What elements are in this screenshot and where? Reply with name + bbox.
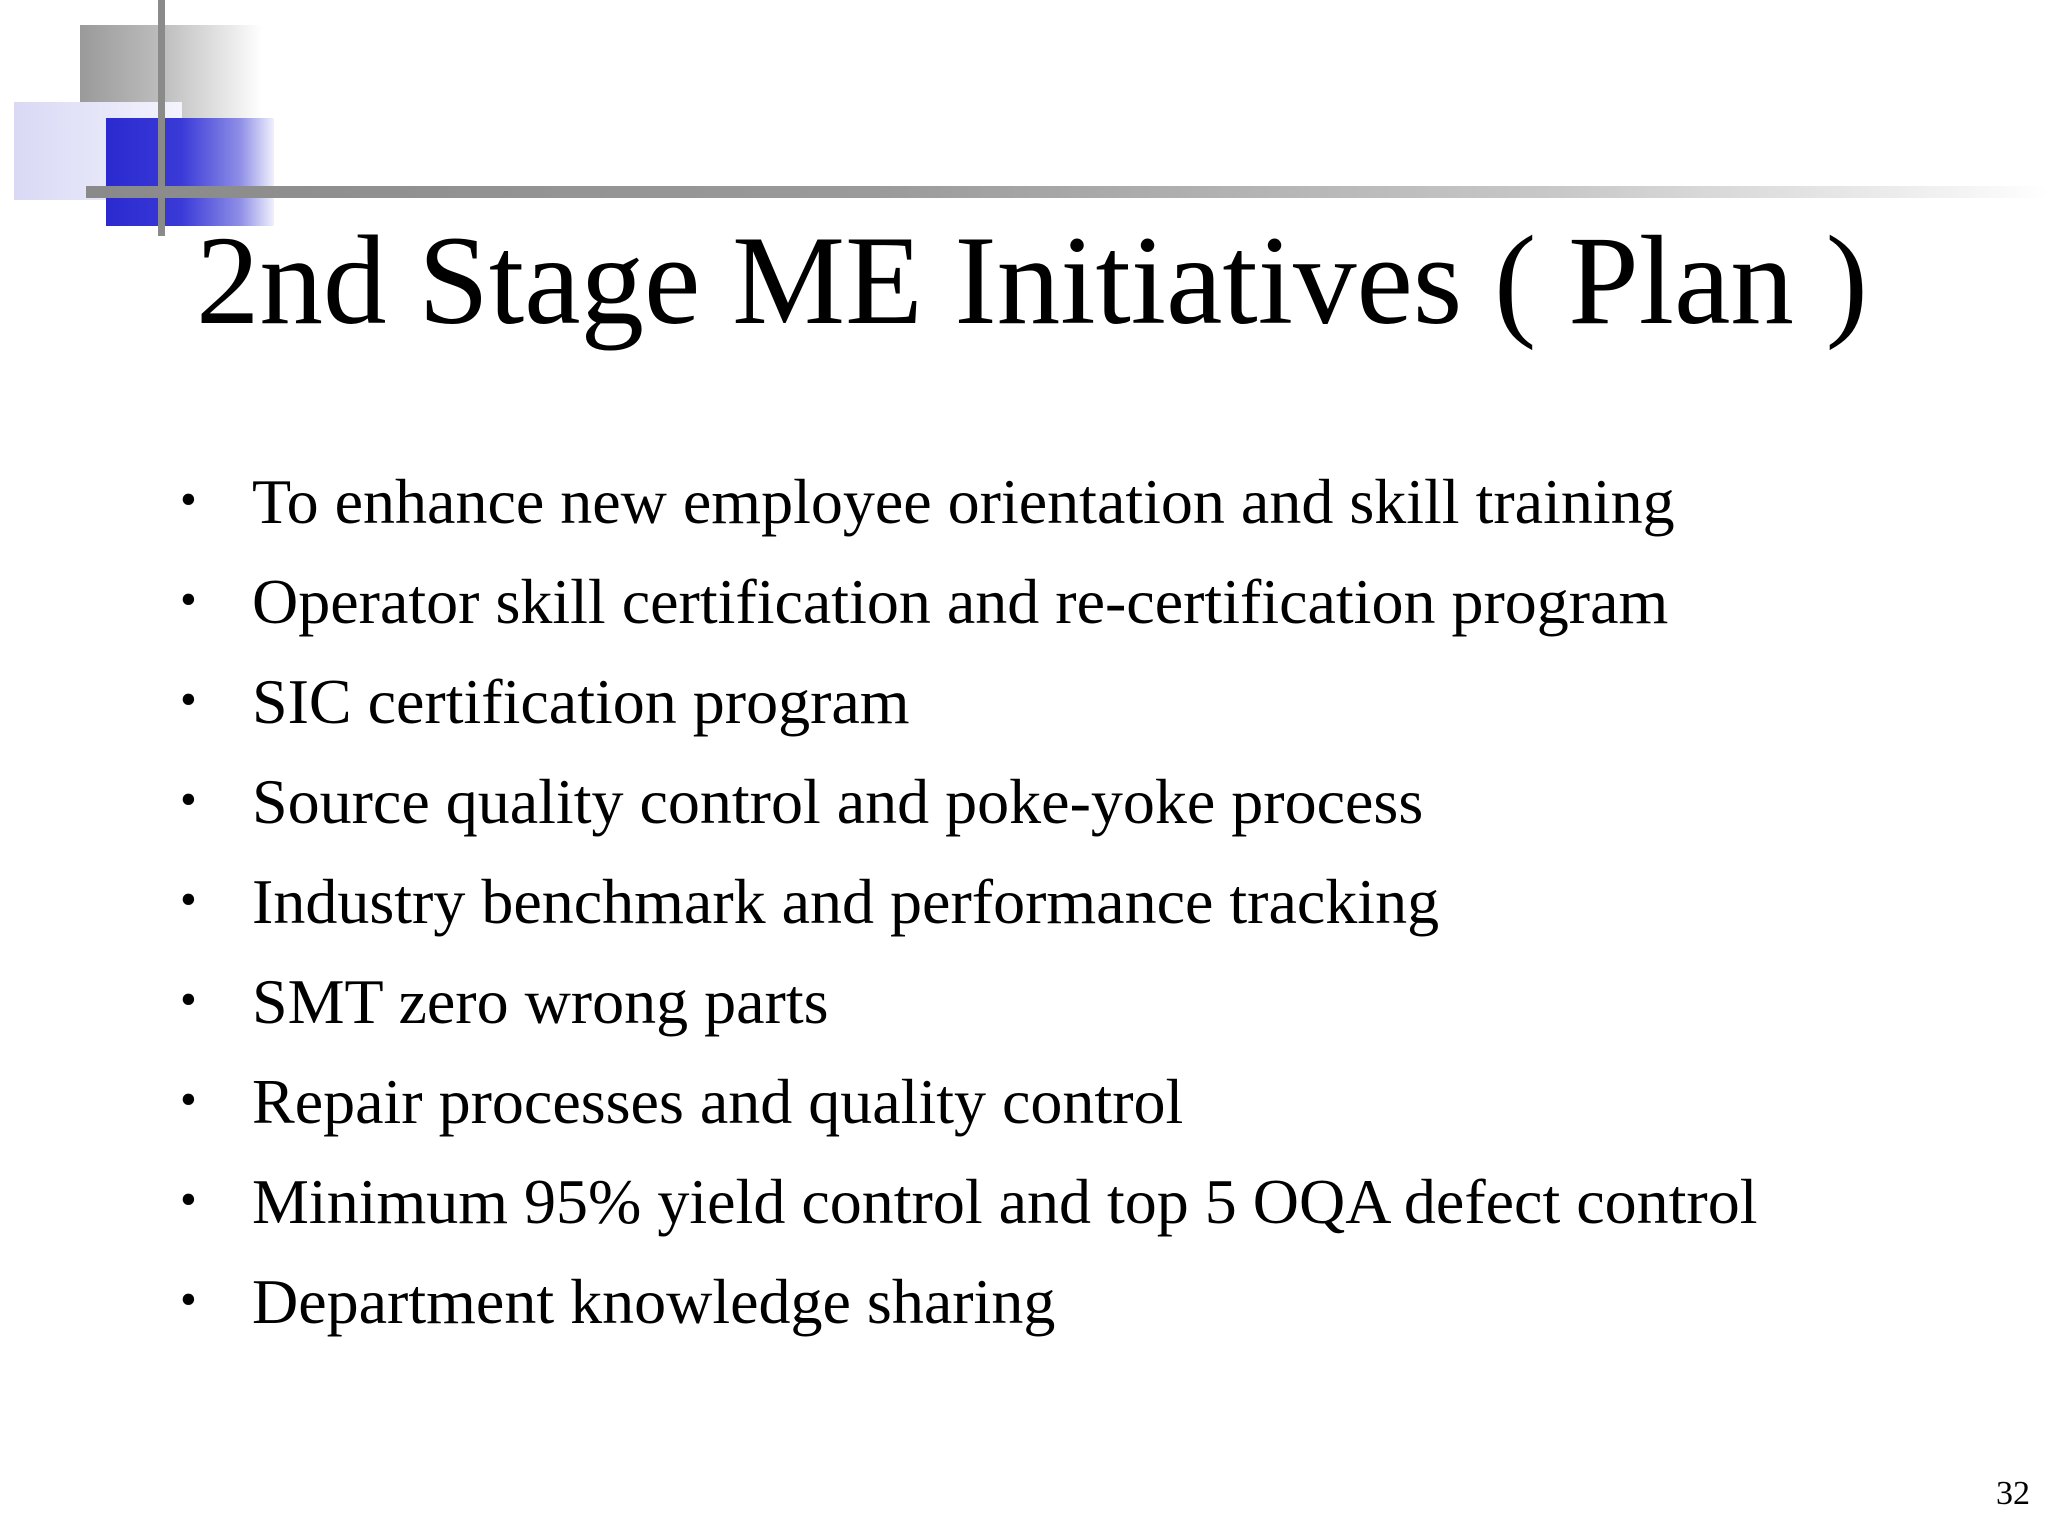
- decor-vertical-line: [158, 0, 165, 236]
- header-decoration: [0, 0, 2048, 240]
- bullet-icon: •: [180, 1173, 197, 1226]
- bullet-text: SMT zero wrong parts: [252, 966, 829, 1037]
- bullet-icon: •: [180, 1273, 197, 1326]
- bullet-text: Operator skill certification and re-certification program: [252, 566, 1669, 637]
- bullet-text: Department knowledge sharing: [252, 1266, 1056, 1337]
- bullet-icon: •: [180, 1073, 197, 1126]
- bullet-item: [174, 452, 2014, 552]
- bullet-icon: •: [180, 473, 197, 526]
- bullet-item: [174, 752, 2014, 852]
- bullet-text: Source quality control and poke-yoke process: [252, 766, 1424, 837]
- bullet-icon: •: [180, 573, 197, 626]
- page-number: 32: [1996, 1475, 2030, 1512]
- bullet-list: [174, 452, 2014, 1352]
- bullet-text: Industry benchmark and performance tracking: [252, 866, 1440, 937]
- bullet-item: [174, 552, 2014, 652]
- bullet-text: Repair processes and quality control: [252, 1066, 1184, 1137]
- bullet-item: [174, 1252, 2014, 1352]
- bullet-icon: •: [180, 773, 197, 826]
- bullet-icon: •: [180, 873, 197, 926]
- bullet-icon: •: [180, 673, 197, 726]
- bullet-text: To enhance new employee orientation and skill training: [252, 466, 1675, 537]
- bullet-item: [174, 1052, 2014, 1152]
- bullet-item: [174, 1152, 2014, 1252]
- slide-title: 2nd Stage ME Initiatives ( Plan ): [196, 211, 1868, 351]
- bullet-item: [174, 952, 2014, 1052]
- decor-horizontal-rule: [86, 186, 2048, 198]
- bullet-item: [174, 852, 2014, 952]
- bullet-text: SIC certification program: [252, 666, 910, 737]
- bullet-icon: •: [180, 973, 197, 1026]
- bullet-text: Minimum 95% yield control and top 5 OQA defect control: [252, 1166, 1758, 1237]
- bullet-item: [174, 652, 2014, 752]
